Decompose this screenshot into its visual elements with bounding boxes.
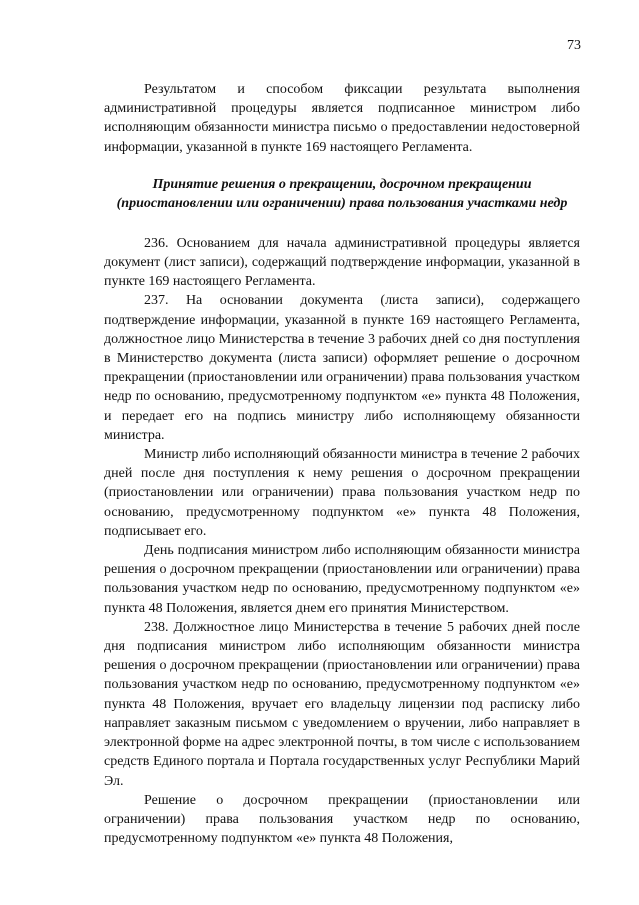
paragraph-238: 238. Должностное лицо Министерства в течение 5 рабочих дней после дня подписания министром либо исполняющим обязанности министра решения о досрочном прекращении (приостановлении или ограничении) права пользования участком недр по основанию, предусмотренному подпунктом «е» пункта 48 Положения, вручает его владельцу лицензии под расписку либо направляет заказным письмом с уведомлением о вручении, либо направляет в электронной форме на адрес электронной почты, в том числе с использованием средств Единого портала и Портала государственных услуг Республики Марий Эл.: [104, 619, 580, 789]
paragraph-236: 236. Основанием для начала административной процедуры является документ (лист записи), содержащий подтверждение информации, указанной в пункте 169 настоящего Регламента.: [104, 235, 580, 290]
document-body: [104, 80, 580, 848]
page-number: 73: [567, 38, 581, 53]
section-heading: Принятие решения о прекращении, досрочном прекращении (приостановлении или ограничении) права пользования участками недр: [116, 176, 568, 211]
paragraph-decision-continued: Решение о досрочном прекращении (приостановлении или ограничении) права пользования участком недр по основанию, предусмотренному подпунктом «е» пункта 48 Положения,: [104, 792, 580, 847]
intro-paragraph: Результатом и способом фиксации результата выполнения административной процедуры является подписанное министром либо исполняющим обязанности министра письмо о предоставлении недостоверной информации, указанной в пункте 169 настоящего Регламента.: [104, 82, 580, 155]
paragraph-minister-signing: Министр либо исполняющий обязанности министра в течение 2 рабочих дней после дня поступления к нему решения о досрочном прекращении (приостановлении или ограничении) права пользования участком недр по основанию, предусмотренному подпунктом «е» пункта 48 Положения, подписывает его.: [104, 447, 580, 539]
paragraph-237: 237. На основании документа (листа записи), содержащего подтверждение информации, указанной в пункте 169 настоящего Регламента, должностное лицо Министерства в течение 3 рабочих дней со дня поступления в Министерство документа (листа записи) оформляет решение о досрочном прекращении (приостановлении или ограничении) права пользования участком недр по основанию, предусмотренному подпунктом «е» пункта 48 Положения, и передает его на подпись министру либо исполняющему обязанности министра.: [104, 293, 580, 443]
paragraph-decision-date: День подписания министром либо исполняющим обязанности министра решения о досрочном прекращении (приостановлении или ограничении) права пользования участком недр по основанию, предусмотренному подпунктом «е» пункта 48 Положения, является днем его принятия Министерством.: [104, 543, 580, 616]
